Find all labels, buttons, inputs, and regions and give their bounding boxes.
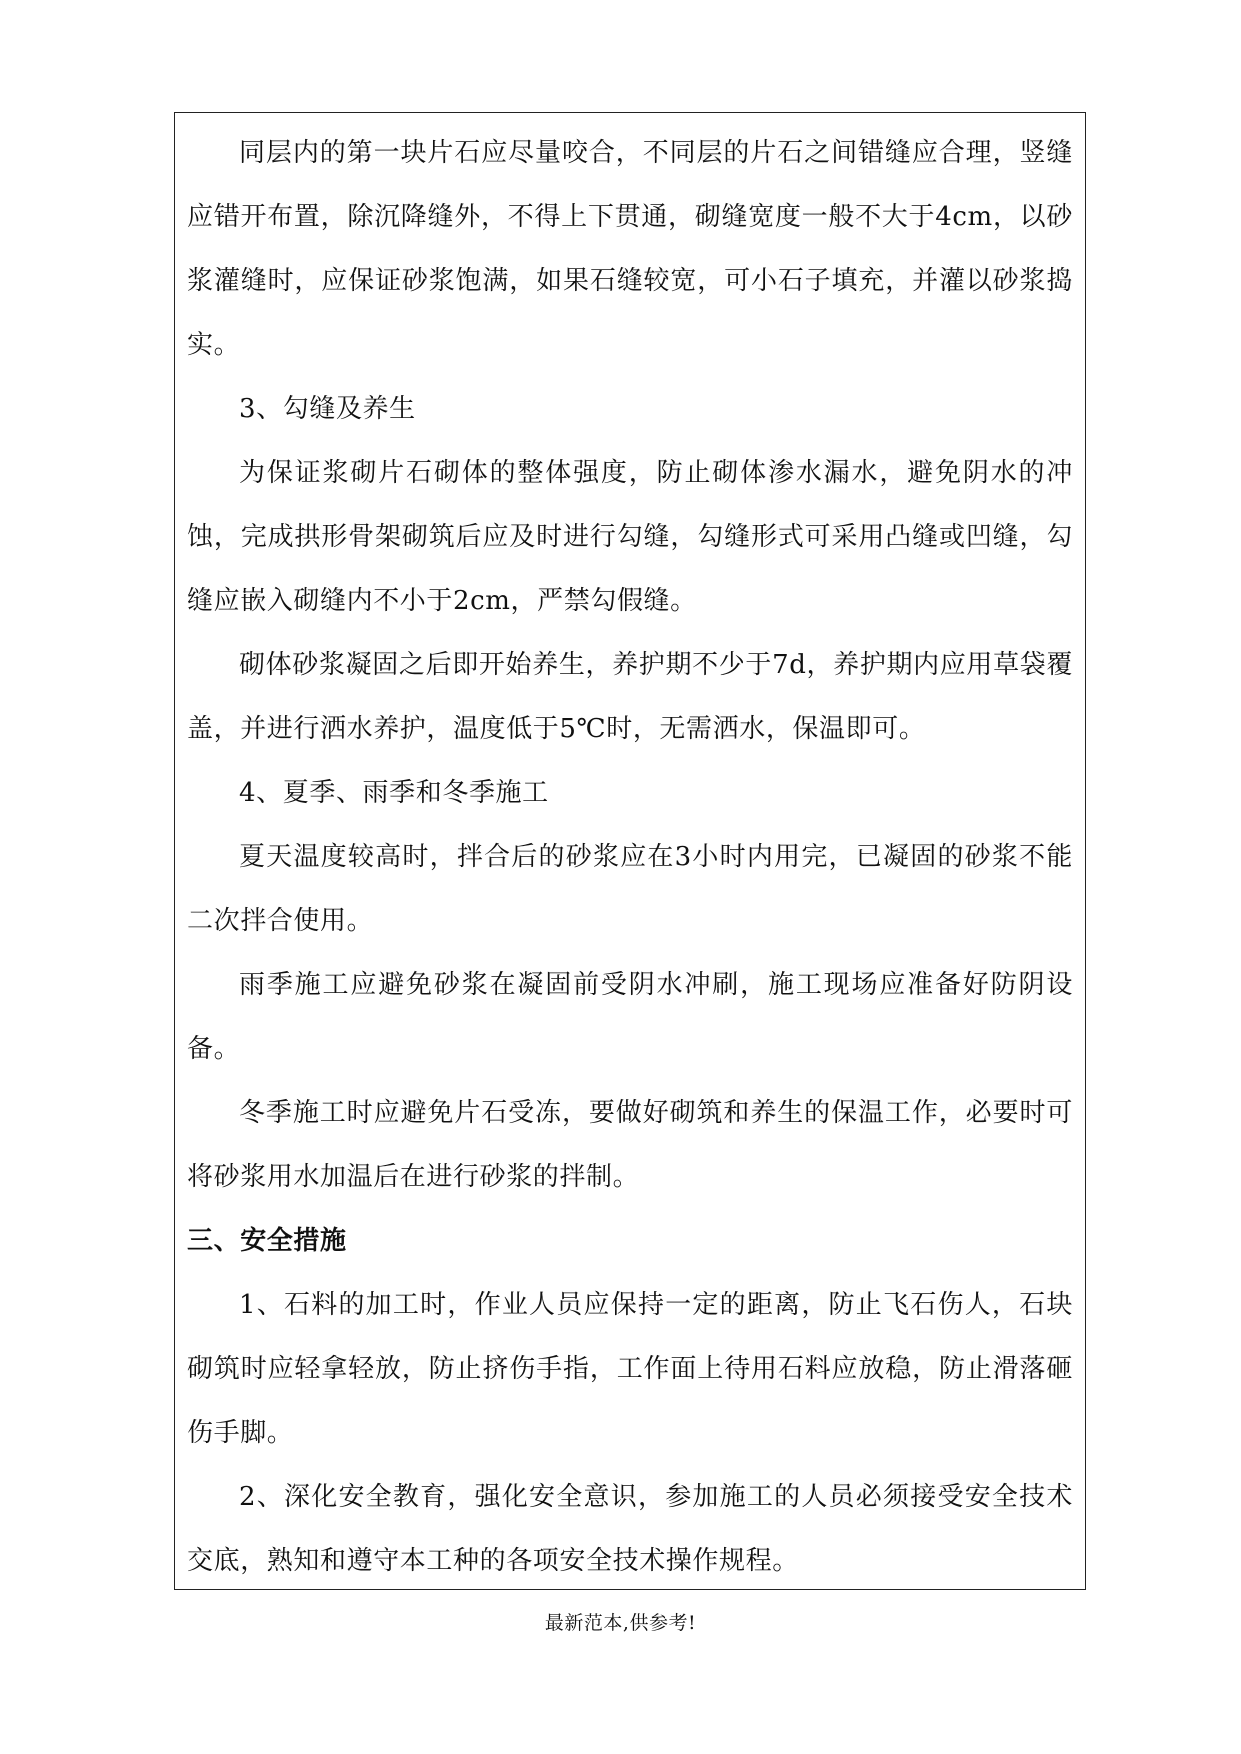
page-footer: 最新范本,供参考! xyxy=(544,1612,697,1634)
paragraph-winter: 冬季施工时应避免片石受冻，要做好砌筑和养生的保温工作，必要时可将砂浆用水加温后在进行砂浆的拌制。 xyxy=(187,1098,1073,1192)
section-heading-safety: 三、安全措施 xyxy=(187,1226,347,1256)
paragraph-rainy-season: 雨季施工应避免砂浆在凝固前受阴水冲刷，施工现场应准备好防阴设备。 xyxy=(187,970,1073,1064)
paragraph-safety-2: 2、深化安全教育，强化安全意识，参加施工的人员必须接受安全技术交底，熟知和遵守本工种的各项安全技术操作规程。 xyxy=(187,1482,1073,1576)
paragraph-masonry-joints: 同层内的第一块片石应尽量咬合，不同层的片石之间错缝应合理，竖缝应错开布置，除沉降缝外，不得上下贯通，砌缝宽度一般不大于4cm，以砂浆灌缝时，应保证砂浆饱满，如果石缝较宽，可小石子填充，并灌以砂浆捣实。 xyxy=(187,138,1073,360)
subheading-pointing-curing: 3、勾缝及养生 xyxy=(239,394,416,424)
document-body xyxy=(187,121,1073,1593)
subheading-seasonal-construction: 4、夏季、雨季和冬季施工 xyxy=(239,778,549,808)
paragraph-pointing: 为保证浆砌片石砌体的整体强度，防止砌体渗水漏水，避免阴水的冲蚀，完成拱形骨架砌筑后应及时进行勾缝，勾缝形式可采用凸缝或凹缝，勾缝应嵌入砌缝内不小于2cm，严禁勾假缝。 xyxy=(187,458,1073,616)
paragraph-curing: 砌体砂浆凝固之后即开始养生，养护期不少于7d，养护期内应用草袋覆盖，并进行洒水养护，温度低于5℃时，无需洒水，保温即可。 xyxy=(187,650,1073,744)
document-frame xyxy=(174,112,1086,1590)
paragraph-summer: 夏天温度较高时，拌合后的砂浆应在3小时内用完，已凝固的砂浆不能二次拌合使用。 xyxy=(187,842,1073,936)
paragraph-safety-1: 1、石料的加工时，作业人员应保持一定的距离，防止飞石伤人，石块砌筑时应轻拿轻放，防止挤伤手指，工作面上待用石料应放稳，防止滑落砸伤手脚。 xyxy=(187,1290,1073,1448)
